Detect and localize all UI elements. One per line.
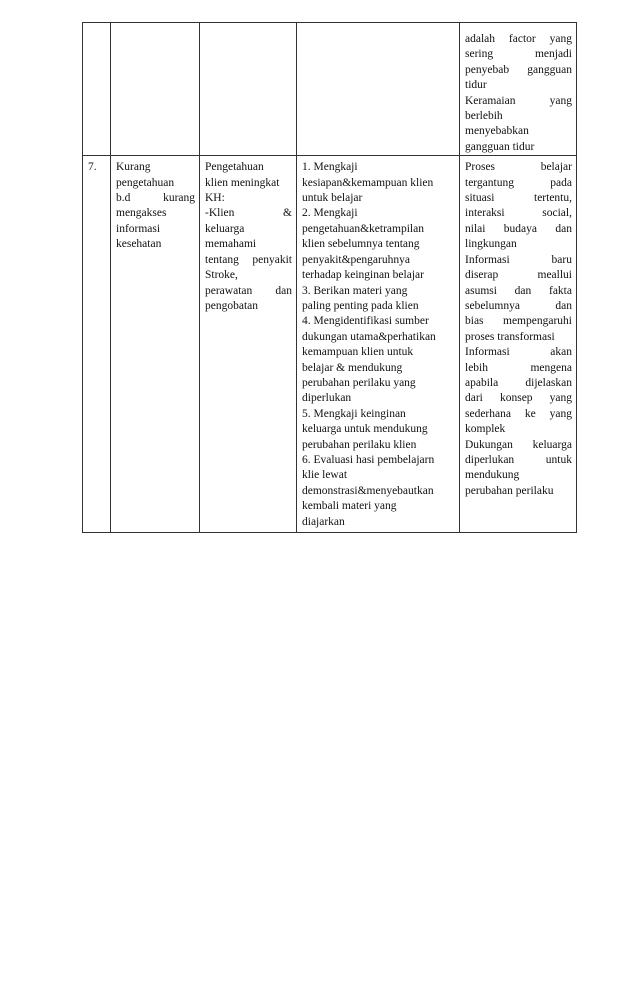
intervention-cell-line: 4. Mengidentifikasi sumber [302,315,429,328]
rationale-cell-line: tergantung pada [465,176,572,189]
continuation-row [83,23,577,156]
diagnosis-cell-line: mengakses [116,207,167,220]
rationale-cell-line: komplek [465,423,506,436]
rationale-cell-line: sebelumnya dan [465,299,572,312]
goal-cell-line: -Klien & [205,207,292,220]
goal-cell-line: tentang penyakit [205,253,292,266]
diagnosis-cell-line: b.d kurang [116,192,195,205]
rationale-cell-line: proses transformasi [465,330,555,343]
diagnosis-cell-line: pengetahuan [116,176,175,189]
rationale-cell-line: Informasi baru [465,253,572,266]
goal-cell-line: keluarga [205,222,245,235]
diagnosis-cell-line: informasi [116,222,161,235]
rationale-cell-continued-line: berlebih [465,110,503,123]
intervention-cell-line: kesiapan&kemampuan klien [302,176,434,189]
intervention-cell-line: keluarga untuk mendukung [302,423,428,436]
diagnosis-cell-line: kesehatan [116,238,162,251]
row-number-cell [83,156,111,533]
rationale-cell-line: Dukungan keluarga [465,438,572,451]
rationale-cell-line: lingkungan [465,238,517,251]
table-row-7 [83,156,577,533]
intervention-cell-line: paling penting pada klien [302,299,419,312]
intervention-cell-line: 5. Mengkaji keinginan [302,407,406,420]
rationale-cell-continued-line: gangguan tidur [465,140,535,153]
goal-cell-line: Stroke, [205,269,238,282]
rationale-cell-line: Informasi akan [465,346,572,359]
intervention-cell-line: diperlukan [302,392,352,405]
intervention-cell-line: perubahan perilaku yang [302,376,416,389]
rationale-cell-continued-line: penyebab gangguan [465,63,572,76]
goal-cell-line: Pengetahuan [205,161,264,174]
rationale-cell-line: diperlukan untuk [465,453,572,466]
rationale-cell-continued-line: sering menjadi [465,48,572,61]
diagnosis-cell-line: Kurang [116,161,151,174]
row-number: 7. [88,161,97,174]
intervention-cell-line: 1. Mengkaji [302,161,358,174]
rationale-cell-line: bias mempengaruhi [465,315,572,328]
intervention-cell-line: kemampuan klien untuk [302,346,414,359]
rationale-cell-line: Proses belajar [465,161,572,174]
intervention-cell-line: klien sebelumnya tentang [302,238,420,251]
rationale-cell-line: nilai budaya dan [465,222,572,235]
intervention-cell-line: belajar & mendukung [302,361,403,374]
goal-cell-empty [200,23,297,156]
goal-cell-line: memahami [205,238,257,251]
intervention-cell-line: terhadap keinginan belajar [302,269,424,282]
number-cell-empty [83,23,111,156]
rationale-cell-line: interaksi social, [465,207,572,220]
intervention-cell-line: 6. Evaluasi hasi pembelajarn [302,453,435,466]
goal-cell-line: pengobatan [205,299,259,312]
rationale-cell-continued [460,23,577,156]
rationale-cell-line: lebih mengena [465,361,572,374]
rationale-cell-line: situasi tertentu, [465,192,572,205]
rationale-cell-line: dari konsep yang [465,392,572,405]
rationale-cell-line: sederhana ke yang [465,407,572,420]
goal-cell-line: KH: [205,192,225,205]
rationale-cell [460,156,577,533]
rationale-cell-continued-line: Keramaian yang [465,94,572,107]
intervention-cell-line: penyakit&pengaruhnya [302,253,410,266]
intervention-cell-line: perubahan perilaku klien [302,438,417,451]
intervention-cell [297,156,460,533]
rationale-cell-line: apabila dijelaskan [465,376,572,389]
goal-cell [200,156,297,533]
goal-cell-line: klien meningkat [205,176,280,189]
intervention-cell-empty [297,23,460,156]
intervention-cell-line: demonstrasi&menyebautkan [302,484,434,497]
intervention-cell-line: 2. Mengkaji [302,207,358,220]
intervention-cell-line: 3. Berikan materi yang [302,284,408,297]
diagnosis-cell-empty [111,23,200,156]
intervention-cell-line: kembali materi yang [302,500,397,513]
rationale-cell-continued-line: tidur [465,79,487,92]
goal-cell-line: perawatan dan [205,284,292,297]
nursing-care-plan-table [82,22,577,533]
rationale-cell-continued-line: adalah factor yang [465,33,572,45]
intervention-cell-line: diajarkan [302,515,345,528]
rationale-cell-line: perubahan perilaku [465,484,554,497]
rationale-cell-line: asumsi dan fakta [465,284,572,297]
intervention-cell-line: klie lewat [302,469,348,482]
rationale-cell-line: diserap meallui [465,269,572,282]
rationale-cell-continued-line: menyebabkan [465,125,529,138]
diagnosis-cell [111,156,200,533]
intervention-cell-line: pengetahuan&ketrampilan [302,222,424,235]
rationale-cell-line: mendukung [465,469,520,482]
intervention-cell-line: untuk belajar [302,192,363,205]
intervention-cell-line: dukungan utama&perhatikan [302,330,436,343]
